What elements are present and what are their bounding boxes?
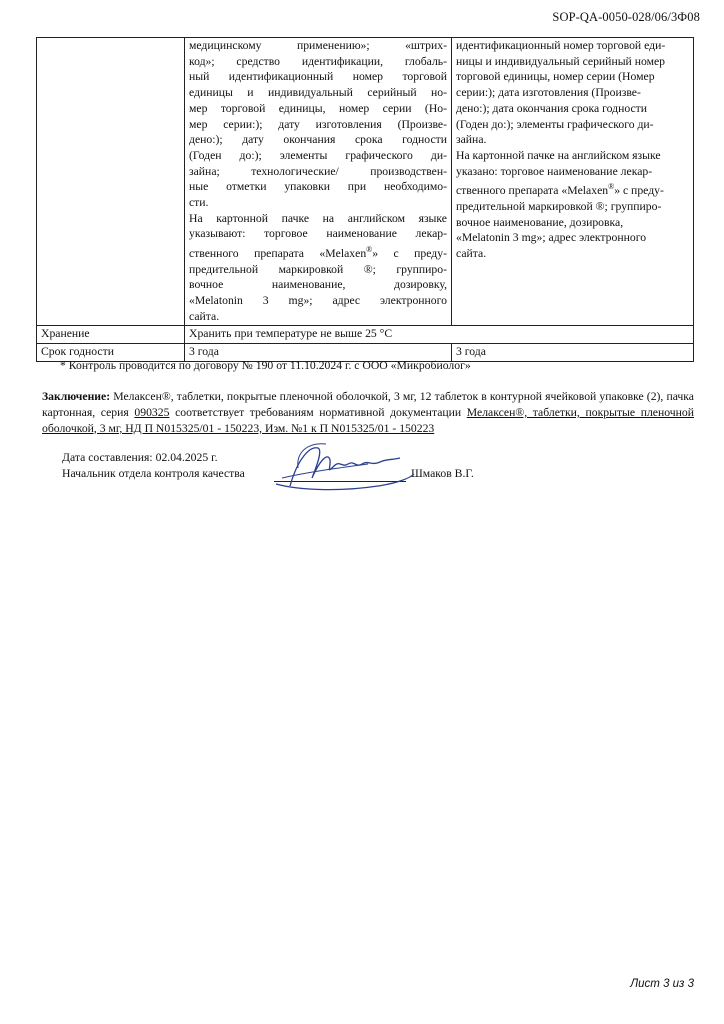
- storage-label: Хранение: [37, 325, 185, 343]
- res-line: дено:); дата окончания срока годности: [456, 101, 648, 115]
- req-line: указывают: торговое наименование лекар-: [189, 227, 447, 241]
- req-line: ные отметки упаковки при необходимо-: [189, 180, 447, 194]
- compilation-date: Дата составления: 02.04.2025 г.: [62, 451, 218, 464]
- document-code: SOP-QA-0050-028/06/3Ф08: [552, 10, 700, 24]
- req-line: ственного препарата «Melaxen®» с преду-: [189, 245, 447, 261]
- handwritten-signature: [268, 438, 418, 496]
- req-line: единицы и индивидуальный серийный но-: [189, 86, 447, 100]
- page-number: Лист 3 из 3: [630, 978, 694, 990]
- req-line: медицинскому применению»; «штрих-: [189, 39, 447, 52]
- conclusion-paragraph: [42, 389, 694, 436]
- req-line: код»; средство идентификации, глобаль-: [189, 54, 447, 68]
- res-line: сайта.: [456, 247, 487, 261]
- storage-requirement: Хранить при температуре не выше 25 °С: [185, 325, 694, 343]
- res-line: ственного препарата «Melaxen®» с преду-: [456, 182, 664, 198]
- req-line: На картонной пачке на английском языке: [189, 211, 447, 225]
- signer-name: Шмаков В.Г.: [411, 467, 474, 480]
- req-line: мер торговой единицы, номер серии (Но-: [189, 101, 447, 115]
- shelf-life-label: Срок годности: [37, 343, 185, 361]
- res-line: «Melatonin 3 mg»; адрес электронного: [456, 231, 647, 245]
- specification-table: [36, 37, 694, 362]
- batch-number: 090325: [134, 405, 170, 419]
- res-line: вочное наименование, дозировка,: [456, 215, 624, 229]
- res-line: зайна.: [456, 133, 487, 147]
- req-line: зайна; технологические/ производствен-: [189, 164, 447, 178]
- conclusion-text-b: соответствует требованиям нормативной документации: [169, 405, 467, 419]
- conclusion-label: Заключение:: [42, 390, 111, 403]
- shelf-life-result: 3 года: [452, 343, 694, 361]
- shelf-life-requirement: 3 года: [185, 343, 452, 361]
- footnote: * Контроль проводится по договору № 190 от 11.10.2024 г. с ООО «Микробиолог»: [60, 359, 471, 372]
- normative-doc-ref: Мелаксен®, таблетки, покрытые пленочной оболочкой, 3 мг, НД П N015325/01 - 150223, Изм. №1 к П N015325/01 - 150223: [42, 405, 694, 435]
- req-line: (Годен до:); элементы графического ди-: [189, 148, 447, 162]
- table-row-marking: [37, 38, 694, 326]
- req-line: ный идентификационный номер торговой: [189, 70, 447, 84]
- res-line: торговой единицы, номер серии (Номер: [456, 70, 655, 84]
- res-line: идентификационный номер торговой еди-: [456, 39, 666, 52]
- signer-role: Начальник отдела контроля качества: [62, 467, 245, 480]
- req-line: «Melatonin 3 mg»; адрес электронного: [189, 294, 447, 308]
- table-row-storage: [37, 325, 694, 343]
- conclusion-text-a: Мелаксен®, таблетки, покрытые пленочной оболочкой, 3 мг, 12 таблеток в контурной ячейковой упаковке (2), пачка картонная, серия: [42, 390, 694, 419]
- res-line: (Годен до:); элементы графического ди-: [456, 117, 654, 131]
- req-line: сайта.: [189, 309, 220, 323]
- res-line: серии:); дата изготовления (Произве-: [456, 86, 641, 100]
- res-line: предительной маркировкой ®; группиро-: [456, 199, 662, 213]
- marking-label-cell: [37, 38, 185, 326]
- res-line: ницы и индивидуальный серийный номер: [456, 54, 666, 68]
- res-line: указано: торговое наименование лекар-: [456, 164, 653, 178]
- marking-result-cell: [452, 38, 694, 326]
- req-line: вочное наименование, дозировку,: [189, 278, 447, 292]
- req-line: предительной маркировкой ®; группиро-: [189, 262, 447, 276]
- req-line: дено:); дату окончания срока годности: [189, 133, 447, 147]
- req-line: сти.: [189, 196, 209, 210]
- req-line: мер серии:); дату изготовления (Произве-: [189, 117, 447, 131]
- res-line: На картонной пачке на английском языке: [456, 148, 661, 162]
- marking-requirement-cell: [185, 38, 452, 326]
